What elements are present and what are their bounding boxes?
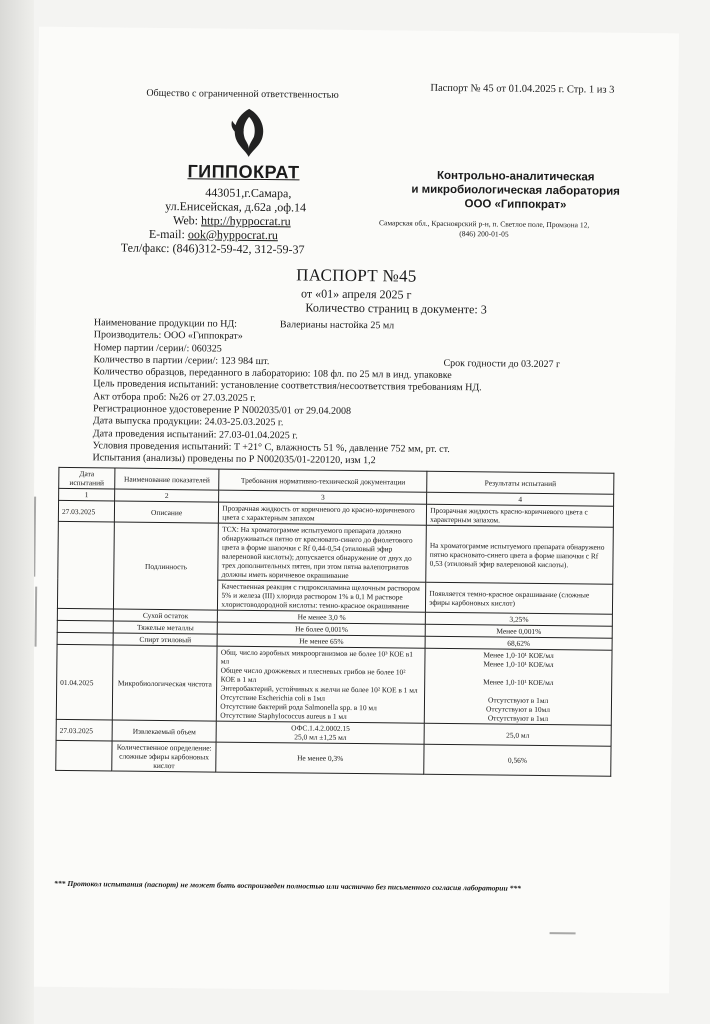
heavy-metals-result: Менее 0,001% [425, 624, 612, 638]
web-label: Web: [172, 213, 199, 228]
test-date: Дата проведения испытаний: 27.03-01.04.2025 г. [92, 427, 298, 442]
hippocrates-logo-icon [224, 105, 275, 162]
micro-res-aerobic: Менее 1,0·10¹ КОЕ/мл [483, 650, 554, 661]
table-row [58, 521, 614, 584]
table-row [56, 644, 612, 725]
shelf-life: Срок годности до 03.2027 г [443, 357, 561, 371]
passport-reference: Паспорт № 45 от 01.04.2025 г. Стр. 1 из 3 [430, 82, 615, 96]
test-purpose: Цель проведения испытаний: установление соответствия/несоответствия требованиям НД. [93, 378, 482, 394]
product-value: Валерианы настойка 25 мл [279, 319, 395, 332]
volume-tolerance: 25,0 мл ±1,25 мл [294, 732, 347, 742]
description-result: Прозрачная жидкость красно-коричневого цвета с характерным запахом. [427, 504, 614, 527]
web-link[interactable]: http://hyppocrat.ru [200, 213, 291, 229]
micro-res-salmonella: Отсутствуют в 10мл [486, 704, 551, 715]
volume-result: 25,0 мл [424, 723, 611, 746]
micro-requirements [217, 646, 426, 723]
performed-per: Испытания (анализы) проведены по Р N002035/01-220120, изм 1,2 [92, 452, 376, 467]
authenticity-result-reaction: Появляется темно-красное окрашивание (сложные эфиры карбоновых кислот) [426, 582, 613, 614]
micro-res-ecoli: Отсутствуют в 1мл [487, 695, 549, 706]
header-date: Дата испытаний [59, 467, 115, 489]
header-requirements: Требования нормативно-технической документации [219, 469, 427, 492]
scan-edge-mark [550, 932, 576, 934]
dry-residue-result: 3,25% [426, 612, 613, 626]
sampling-act: Акт отбора проб: №26 от 27.03.2025 г. [93, 391, 256, 404]
samples-value: 108 фл. по 25 мл в инд. упаковке [312, 368, 452, 382]
address-line-2: ул.Енисейская, д.62а ,оф.14 [165, 199, 307, 215]
ethanol-result: 68,62% [425, 636, 612, 650]
registration-certificate: Регистрационное удостоверение Р N002035/01 от 29.04.2008 [92, 403, 352, 418]
laboratory-address [379, 218, 589, 240]
authenticity-requirement-reaction: Качественная реакция с гидроксиламина щелочным раствором 5% и железа (III) хлорида раствором 1% в 0,1 М растворе хлористоводородной кислоты: темно-красное окрашивание [218, 580, 426, 612]
email-link[interactable]: ook@hyppocrat.ru [187, 227, 278, 243]
scan-left-margin [0, 0, 34, 1024]
lab-address-line: Самарская обл., Красноярский р-н, п. Светлое поле, Промзона 12, [378, 218, 590, 230]
volume-date: 27.03.2025 [56, 719, 112, 741]
micro-name: Микробиологическая чистота [112, 645, 217, 721]
esters-result: 0,56% [424, 744, 611, 776]
dry-residue-name: Сухой остаток [113, 609, 218, 622]
description-requirement: Прозрачная жидкость от коричневого до красно-коричневого цвета с характерным запахом [219, 502, 427, 525]
col-number-3: 3 [219, 490, 427, 504]
header-indicator: Наименование показателей [115, 468, 220, 490]
micro-req-aerobic: Общ. число аэробных микроорганизмов не более 10³ КОЕ в1 мл [220, 647, 414, 666]
samples-label: Количество образцов, переданного в лабораторию: [93, 366, 311, 380]
micro-res-staph: Отсутствуют в 1мл [487, 713, 549, 724]
dry-residue-requirement: Не менее 3,0 % [218, 610, 426, 624]
footer-note: *** Протокол испытания (паспорт) не может быть воспроизведен полностью или частично без письменного согласия лаборатории *** [54, 878, 522, 893]
volume-requirement [216, 721, 424, 744]
document-date: от «01» апреля 2025 г [300, 286, 412, 302]
document-title: ПАСПОРТ №45 [296, 265, 417, 286]
test-conditions: Условия проведения испытаний: T +21° С, влажность 51 %, давление 752 мм, рт. ст. [92, 440, 450, 455]
page-count: Количество страниц в документе: 3 [305, 300, 487, 317]
header-results: Результаты испытаний [427, 471, 614, 494]
heavy-metals-name: Тяжелые металлы [113, 621, 218, 634]
description-date: 27.03.2025 [58, 500, 114, 522]
authenticity-result-tlc: На хроматограмме испытуемого препарата обнаружено пятно красновато-синего цвета в форме шапочки с Rf 0,53 (этиловый эфир валереновой кислоты). [426, 525, 613, 584]
ethanol-requirement: Не менее 65% [217, 634, 425, 648]
quantity: Количество в партии /серии/: 123 984 шт. [93, 354, 270, 367]
micro-req-ecoli: Отсутствие Escherichia coli в 1мл [220, 692, 326, 703]
heavy-metals-requirement: Не более 0,001% [218, 622, 426, 636]
lab-line-1: Контрольно-аналитическая [436, 169, 595, 184]
scan-edge-mark [35, 587, 38, 647]
authenticity-requirement-tlc: ТСХ: На хроматограмме испытуемого препарата должно обнаруживаться пятно от красновато-синего до фиолетового цвета в форме шапочки с Rf 0,44-0,54 (этиловый эфир валереновой кислоты); допускается обнаружение от двух до трех дополнительных пятен, при этом пятна валепотриатов должны иметь коричневое окрашивание [218, 523, 426, 582]
address-line-1: 443051,г.Самара, [205, 185, 292, 201]
micro-req-salmonella: Отсутствие бактерий рода Salmonella spp. в 10 мл [220, 701, 377, 713]
description-name: Описание [114, 501, 219, 523]
authenticity-name: Подлинность [113, 522, 218, 610]
table-row [56, 740, 611, 776]
esters-requirement: Не менее 0,3% [216, 742, 424, 774]
micro-req-staph: Отсутствие Staphylococcus aureus в 1 мл [220, 710, 347, 721]
micro-res-fungi: Менее 1,0·10¹ КОЕ/мл [483, 659, 554, 670]
lab-line-3: ООО «Гиппократ» [464, 198, 567, 212]
ethanol-name: Спирт этиловый [113, 633, 218, 646]
micro-results [425, 648, 613, 725]
micro-req-enterobacteria: Энтеробактерий, устойчивых к желчи не более 10² КОЕ в 1 мл [220, 683, 418, 695]
micro-req-fungi: Общее число дрожжевых и плесневых грибов не более 10² КОЕ в 1 мл [220, 665, 406, 684]
organization-type: Общество с ограниченной ответственностью [146, 87, 339, 101]
product-label: Наименование продукции по НД: [93, 317, 238, 330]
volume-standard: ОФС.1.4.2.0002.15 [291, 723, 350, 733]
volume-name: Извлекаемый объем [112, 720, 217, 742]
phone-fax: Тел/факс: (846)312-59-42, 312-59-37 [120, 240, 305, 257]
micro-res-enterobacteria: Менее 1,0·10¹ КОЕ/мл [483, 677, 554, 688]
company-brand: ГИППОКРАТ [187, 161, 300, 183]
document-page [29, 27, 679, 994]
passport-fields [92, 317, 654, 470]
esters-name: Количественное определение: сложные эфиры карбоновых кислот [112, 741, 217, 772]
lab-phone: (846) 200-01-05 [459, 229, 509, 239]
micro-date: 01.04.2025 [56, 644, 113, 720]
col-number-4: 4 [427, 492, 614, 506]
batch-value: 060325 [191, 342, 222, 355]
batch-label: Номер партии /серии/: [93, 341, 190, 354]
lab-line-2: и микробиологическая лаборатория [411, 183, 620, 198]
col-number-2: 2 [115, 489, 220, 502]
results-table [55, 467, 614, 777]
laboratory-title [411, 169, 620, 213]
email-label: E-mail: [148, 226, 185, 242]
release-date: Дата выпуска продукции: 24.03-25.03.2025 г. [92, 415, 284, 429]
manufacturer: Производитель: ООО «Гиппократ» [93, 329, 243, 343]
col-number-1: 1 [59, 488, 115, 501]
